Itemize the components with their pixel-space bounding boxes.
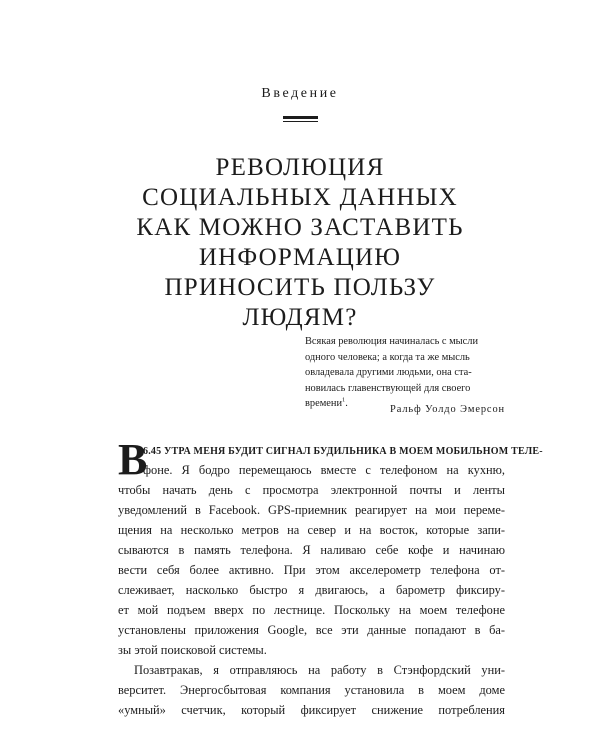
drop-cap: В <box>118 435 148 484</box>
title-line: ИНФОРМАЦИЮ <box>198 244 402 271</box>
body-line: слеживает, насколько быстро я двигаюсь, а барометр фиксиру- <box>118 583 505 597</box>
chapter-title <box>0 153 600 333</box>
rule-thin <box>283 121 318 122</box>
body-line: установлены приложения Google, все эти данные попадают в ба- <box>118 623 505 637</box>
title-line: КАК МОЖНО ЗАСТАВИТЬ <box>136 214 464 241</box>
body-line: чтобы начать день с просмотра электронной почты и ленты <box>118 483 505 497</box>
epigraph <box>305 334 505 412</box>
title-line: СОЦИАЛЬНЫХ ДАННЫХ <box>142 184 458 211</box>
epigraph-line: новилась главенствующей для своего <box>305 382 471 394</box>
body-line: вести себя более активно. При этом акселерометр телефона от- <box>118 563 505 577</box>
epigraph-line: Всякая революция начиналась с мысли <box>305 336 479 347</box>
chapter-rule <box>283 116 318 122</box>
body-line: уведомлений в Facebook. GPS-приемник реагирует на мои переме- <box>118 503 505 517</box>
body-line: сываются в память телефона. Я наливаю себе кофе и начинаю <box>118 543 505 557</box>
title-line: ПРИНОСИТЬ ПОЛЬЗУ <box>164 274 436 301</box>
title-line: РЕВОЛЮЦИЯ <box>215 154 385 181</box>
body-line: ет мой подъем вверх по лестнице. Поскольку на моем телефоне <box>118 603 505 617</box>
body-line <box>118 440 543 460</box>
body-line: зы этой поисковой системы. <box>118 643 267 657</box>
opening-smallcaps: 6.45 УТРА МЕНЯ БУДИТ СИГНАЛ БУДИЛЬНИКА В МОЕМ МОБИЛЬНОМ ТЕЛЕ- <box>143 446 543 457</box>
epigraph-period: . <box>345 398 348 409</box>
footnote-mark[interactable]: 1 <box>342 396 346 404</box>
epigraph-line: овладевала другими людьми, она ста- <box>305 367 472 378</box>
body-line: верситет. Энергосбытовая компания установила в моем доме <box>118 683 505 697</box>
epigraph-line: одного человека; а когда та же мысль <box>305 351 470 363</box>
body-line: фоне. Я бодро перемещаюсь вместе с телефоном на кухню, <box>143 463 505 477</box>
body-line: щения на несколько метров на север и на восток, которые запи- <box>118 523 505 537</box>
chapter-label: Введение <box>261 86 339 101</box>
title-line: ЛЮДЯМ? <box>242 304 358 331</box>
body-text <box>118 435 543 720</box>
epigraph-last-text: времени <box>305 398 343 409</box>
body-line: «умный» счетчик, который фиксирует снижение потребления <box>118 703 505 717</box>
rule-thick <box>283 116 318 119</box>
epigraph-author: Ральф Уолдо Эмерсон <box>390 404 505 415</box>
body-line: Позавтракав, я отправляюсь на работу в Стэнфордский уни- <box>134 663 505 677</box>
